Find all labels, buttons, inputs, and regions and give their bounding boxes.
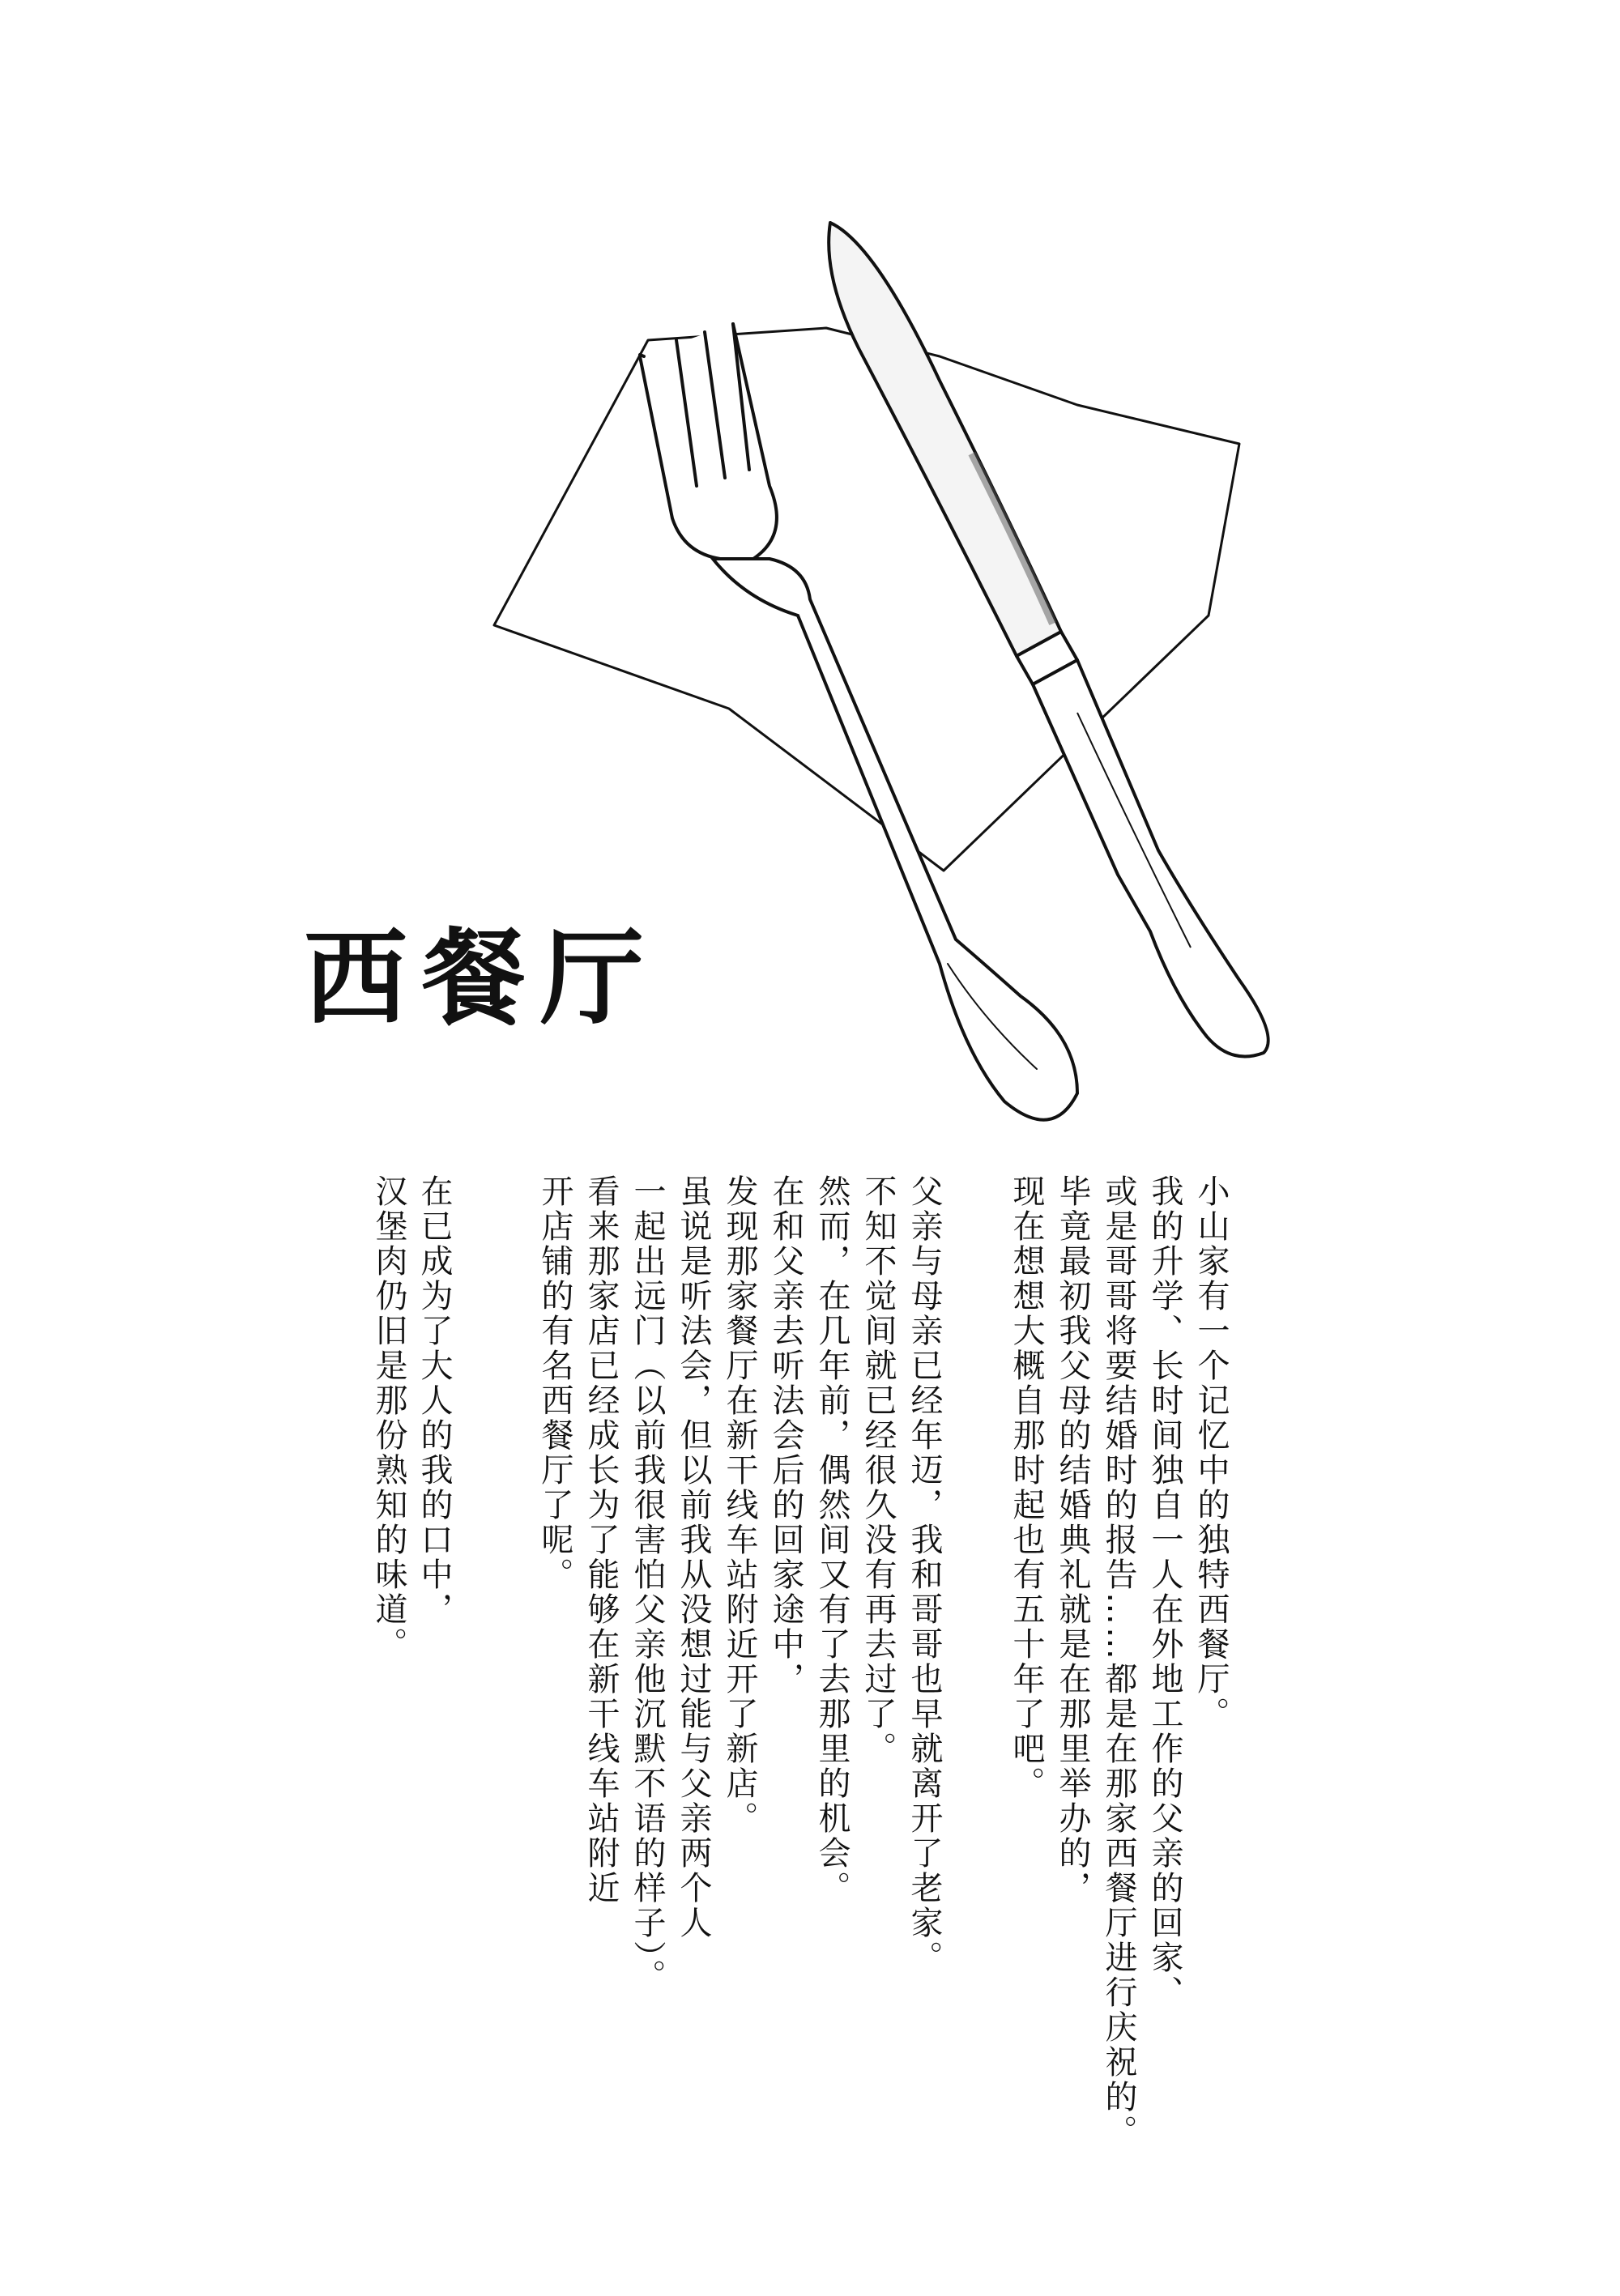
text-line: 汉堡肉仍旧是那份熟知的味道。	[370, 1174, 407, 1662]
text-line: 发现那家餐厅在新干线车站附近开了新店。	[721, 1174, 758, 1836]
text-line: 在已成为了大人的我的口中，	[416, 1174, 453, 1627]
paragraph-3	[366, 1174, 457, 1662]
text-line: 在和父亲去听法会后的回家途中，	[767, 1174, 804, 1697]
text-line: 虽说是听法会，但以前我从没想过能与父亲两个人	[675, 1174, 712, 1940]
text-line: 父亲与母亲已经年迈，我和哥哥也早就离开了老家。	[906, 1174, 943, 1975]
text-line: 不知不觉间就已经很久没有再去过了。	[859, 1174, 897, 1766]
text-line: 现在想想大概自那时起也有五十年了吧。	[1008, 1174, 1045, 1801]
text-line: 小山家有一个记忆中的独特西餐厅。	[1192, 1174, 1230, 1732]
text-line: 一起出远门（以前我很害怕父亲他沉默不语的样子）。	[629, 1174, 666, 1994]
page-title: 西餐厅	[304, 918, 659, 1039]
text-line: 开店铺的有名西餐厅了呢。	[536, 1174, 573, 1592]
text-line: 毕竟最初我父母的结婚典礼就是在那里举办的，	[1054, 1174, 1091, 1906]
text-line: 或是哥哥将要结婚时的报告……都是在那家西餐厅进行庆祝的。	[1100, 1174, 1137, 2149]
text-line: 我的升学、长时间独自一人在外地工作的父亲的回家、	[1146, 1174, 1183, 2010]
text-line: 然而，在几年前，偶然间又有了去那里的机会。	[813, 1174, 850, 1906]
text-line: 看来那家店已经成长为了能够在新干线车站附近	[582, 1174, 620, 1906]
paragraph-2	[531, 1174, 947, 1994]
paragraph-1	[1003, 1174, 1234, 2149]
